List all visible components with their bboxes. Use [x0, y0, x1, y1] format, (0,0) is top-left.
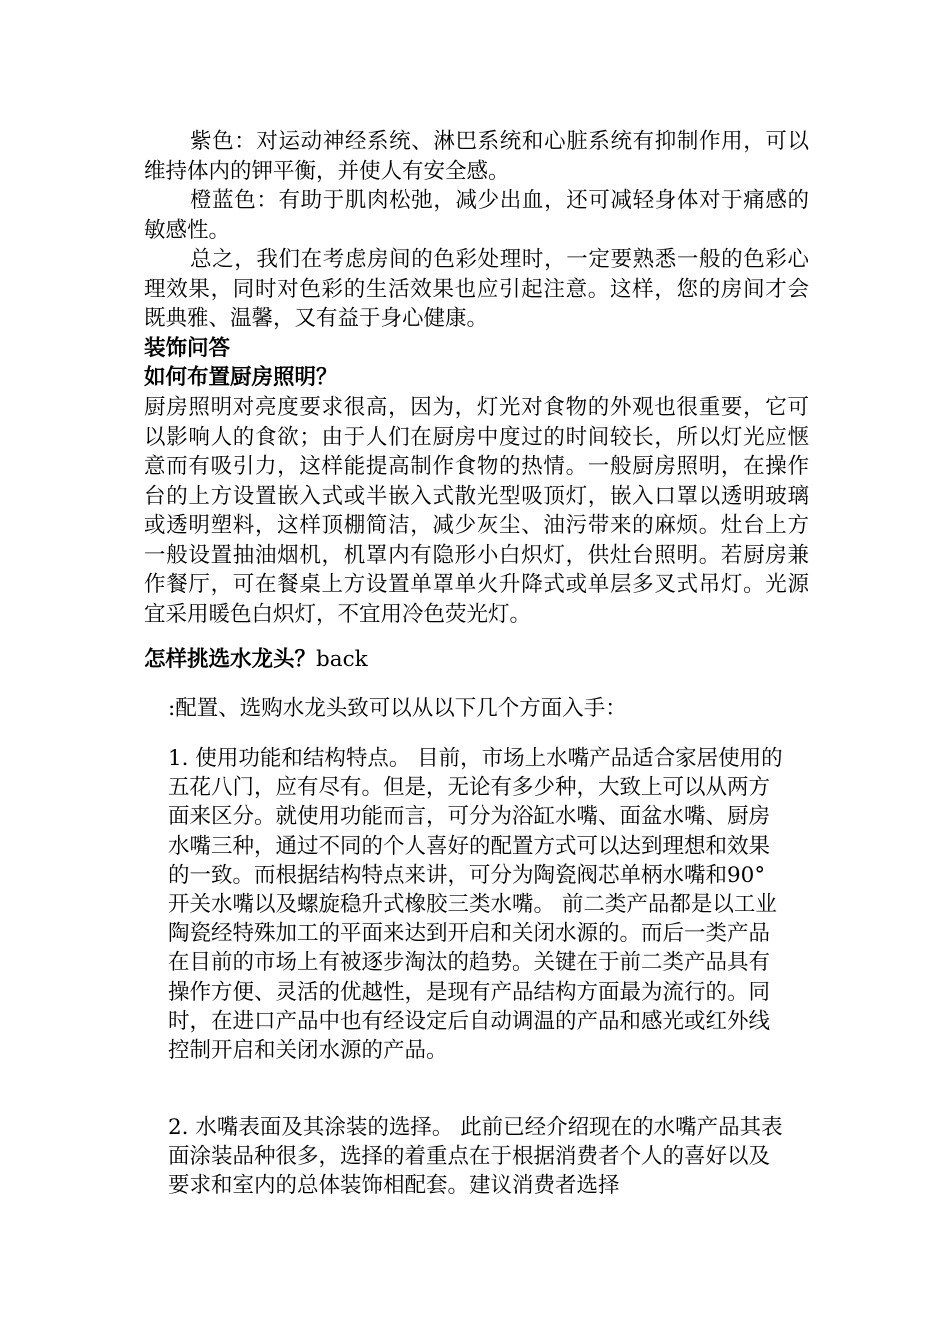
heading-faucet	[144, 645, 368, 675]
faucet-item-1: 1. 使用功能和结构特点。 目前，市场上水嘴产品适合家居使用的五花八门，应有尽有。但是，无论有多少种，大致上可以从两方面来区分。就使用功能而言，可分为浴缸水嘴、面盆水嘴、厨房水嘴三种，通过不同的个人喜好的配置方式可以达到理想和效果的一致。而根据结构特点来讲，可分为陶瓷阀芯单柄水嘴和90° 开关水嘴以及螺旋稳升式橡胶三类水嘴。 前二类产品都是以工业陶瓷经特殊加工的平面来达到开启和关闭水源的。而后一类产品在目前的市场上有被逐步淘汰的趋势。关键在于前二类产品具有操作方便、灵活的优越性，是现有产品结构方面最为流行的。同时，在进口产品中也有经设定后自动调温的产品和感光或红外线控制开启和关闭水源的产品。	[168, 746, 783, 1064]
paragraph-orange-blue: 橙蓝色：有助于肌肉松弛，减少出血，还可减轻身体对于痛感的敏感性。	[144, 188, 809, 243]
faucet-item-2: 2. 水嘴表面及其涂装的选择。 此前已经介绍现在的水嘴产品其表面涂装品种很多，选择的着重点在于根据消费者个人的喜好以及要求和室内的总体装饰相配套。建议消费者选择	[168, 1115, 783, 1199]
heading-kitchen-lighting: 如何布置厨房照明？	[144, 365, 338, 390]
paragraph-purple: 紫色：对运动神经系统、淋巴系统和心脏系统有抑制作用，可以维持体内的钾平衡，并使人有安全感。	[144, 129, 809, 184]
faucet-intro: :配置、选购水龙头致可以从以下几个方面入手：	[168, 696, 627, 721]
back-link-text: back	[316, 647, 368, 672]
paragraph-kitchen-lighting: 厨房照明对亮度要求很高，因为，灯光对食物的外观也很重要，它可以影响人的食欲；由于人们在厨房中度过的时间较长，所以灯光应惬意而有吸引力，这样能提高制作食物的热情。一般厨房照明，在操作台的上方设置嵌入式或半嵌入式散光型吸顶灯，嵌入口罩以透明玻璃或透明塑料，这样顶棚简洁，减少灰尘、油污带来的麻烦。灶台上方一般设置抽油烟机，机罩内有隐形小白炽灯，供灶台照明。若厨房兼作餐厅，可在餐桌上方设置单罩单火升降式或单层多叉式吊灯。光源宜采用暖色白炽灯，不宜用冷色荧光灯。	[144, 395, 809, 627]
heading-faucet-text: 怎样挑选水龙头？	[144, 647, 317, 672]
heading-decoration-qa: 装饰问答	[144, 336, 231, 361]
paragraph-summary: 总之，我们在考虑房间的色彩处理时，一定要熟悉一般的色彩心理效果，同时对色彩的生活效果也应引起注意。这样，您的房间才会既典雅、温馨，又有益于身心健康。	[144, 247, 809, 331]
